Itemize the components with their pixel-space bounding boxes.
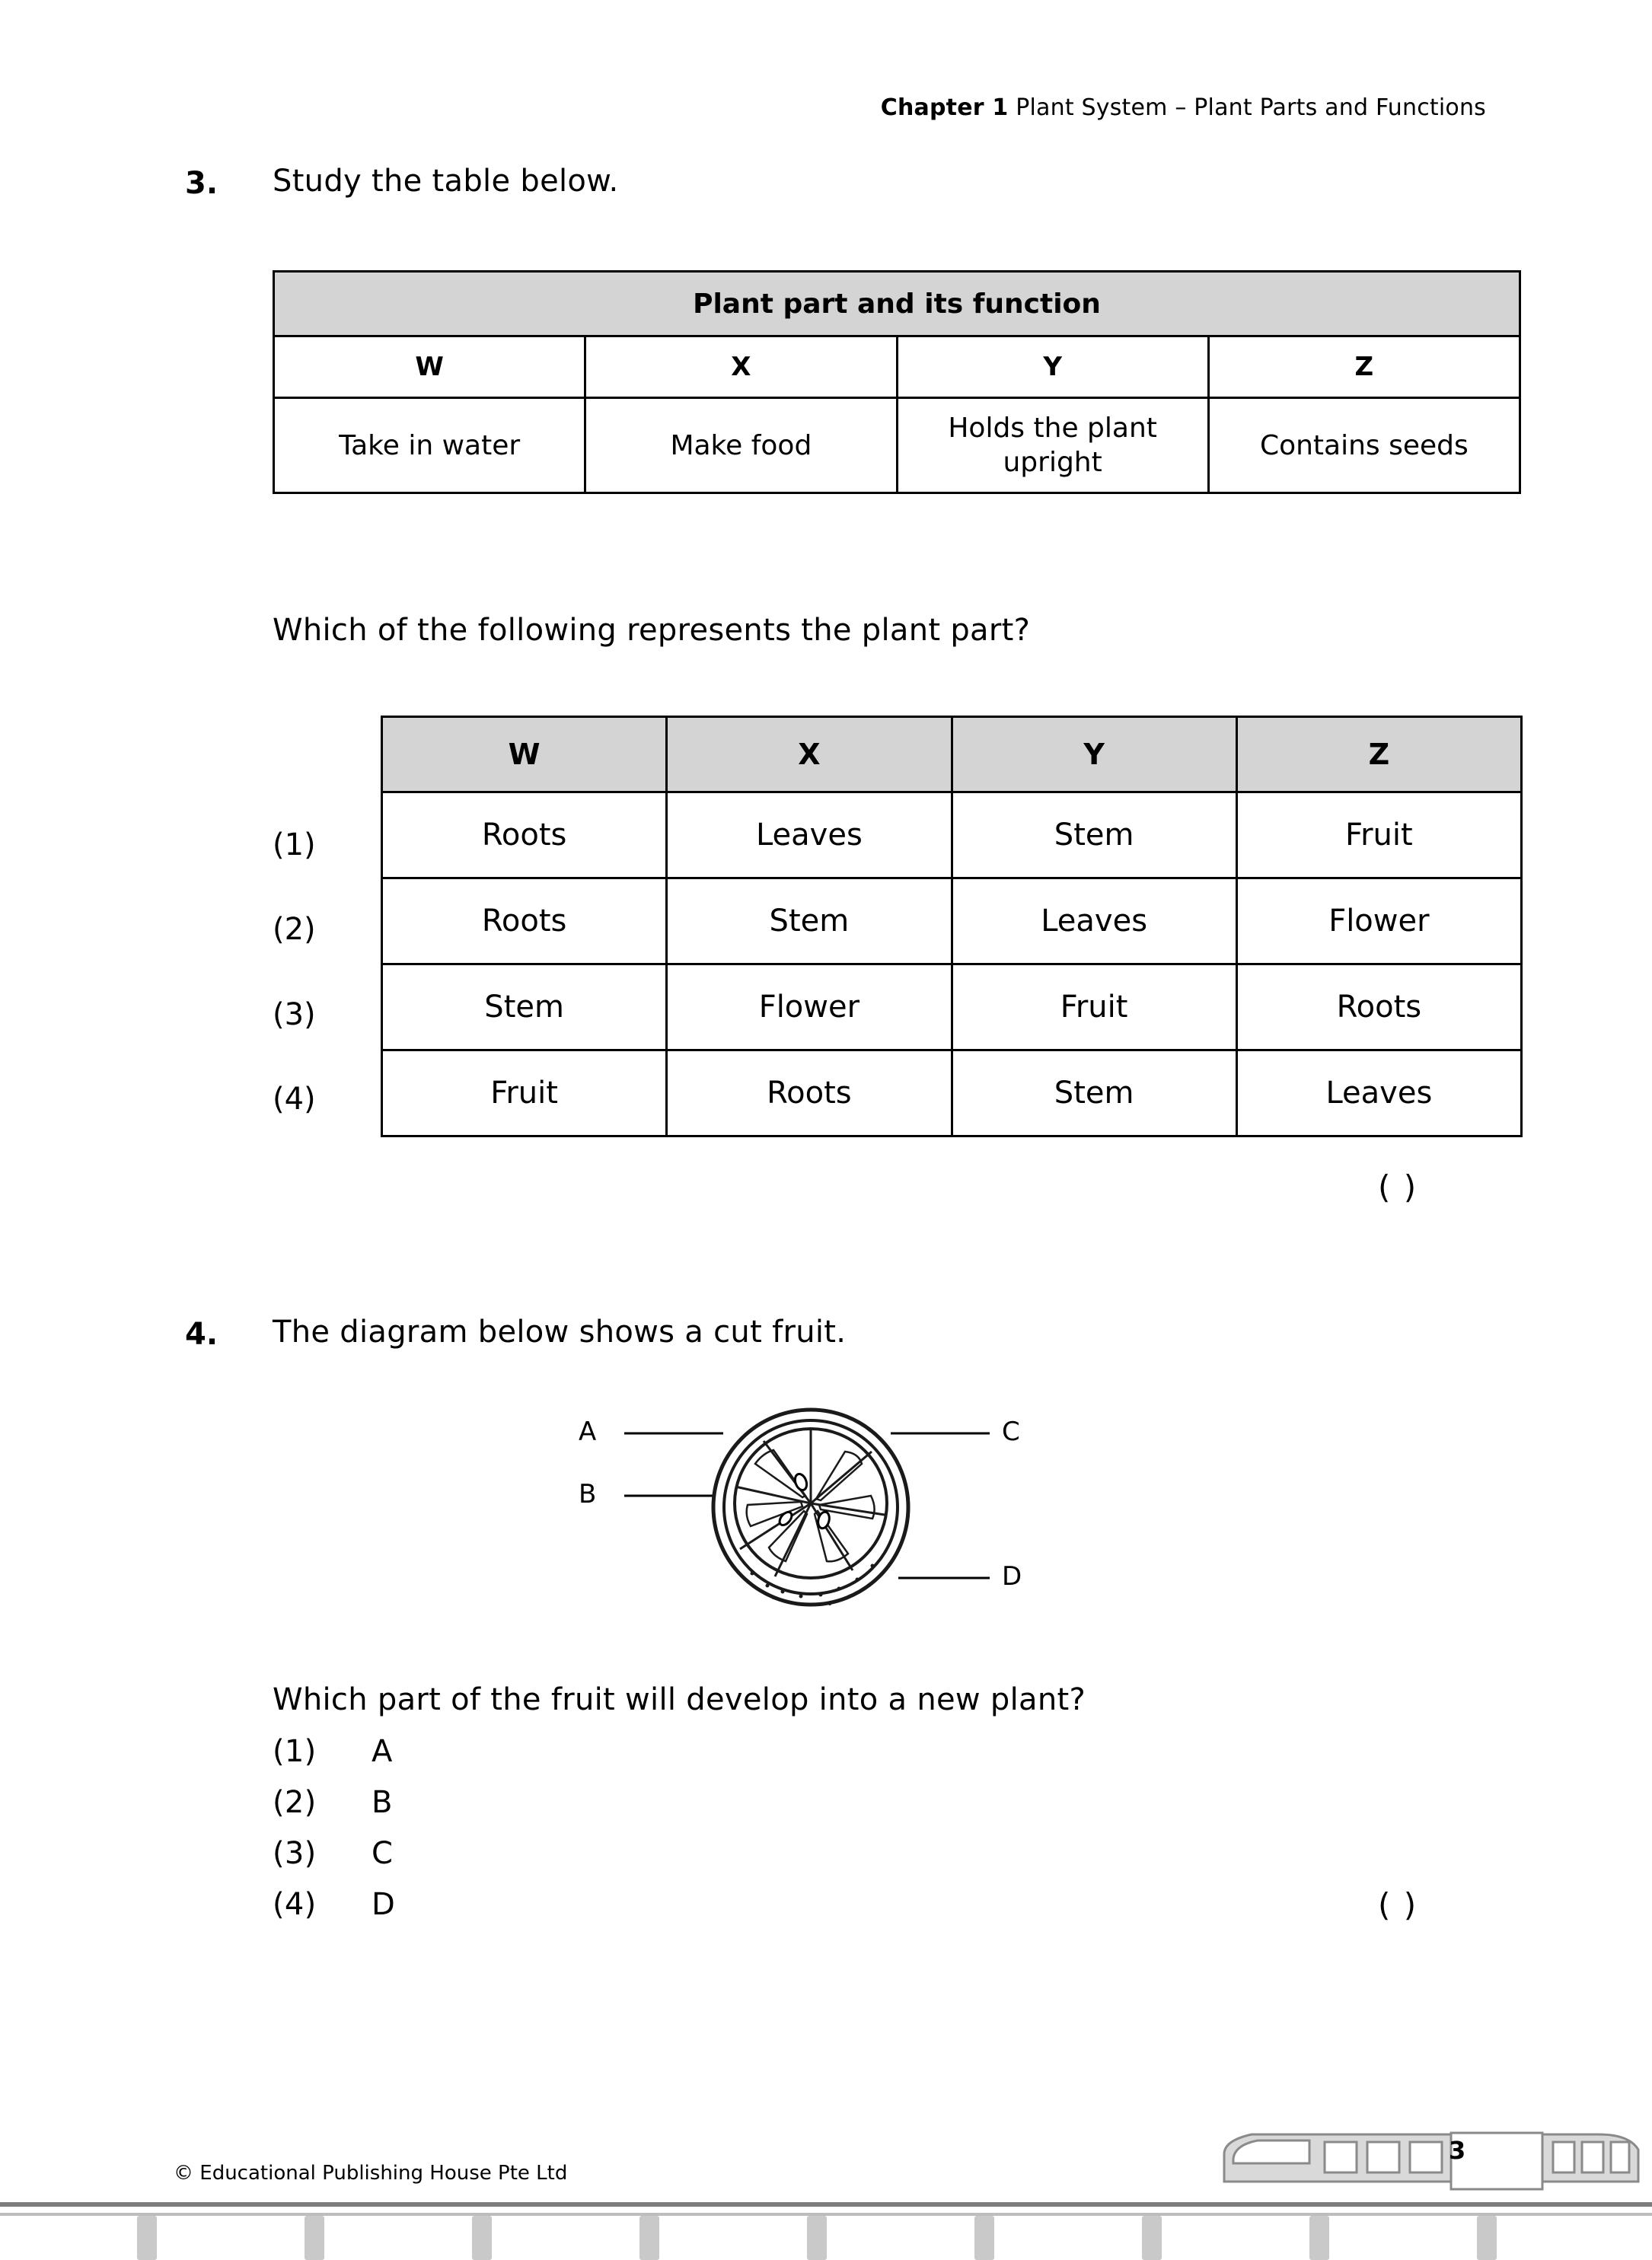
question-3-answer-bracket[interactable]: ( ) — [1378, 1168, 1418, 1206]
function-table-letter-z: Z — [1208, 336, 1520, 398]
option-2-cell-y: Leaves — [952, 878, 1236, 964]
question-4-answer-bracket[interactable]: ( ) — [1378, 1886, 1418, 1924]
question-4-stem: The diagram below shows a cut fruit. — [273, 1315, 847, 1350]
rail-post — [137, 2216, 157, 2260]
choice-1-key: (1) — [273, 1734, 317, 1769]
rail-post — [1142, 2216, 1162, 2260]
function-table-cell-y: Holds the plant upright — [897, 398, 1208, 493]
plant-function-table — [273, 270, 1521, 494]
question-4-prompt: Which part of the fruit will develop into a new plant? — [273, 1682, 1086, 1717]
diagram-label-b: B — [579, 1479, 597, 1509]
function-table-letter-w: W — [274, 336, 585, 398]
choice-1[interactable] — [273, 1734, 393, 1769]
choice-2-text: B — [372, 1785, 393, 1820]
option-3-cell-z: Roots — [1236, 964, 1521, 1050]
option-1-cell-w: Roots — [382, 792, 667, 878]
function-table-letter-x: X — [585, 336, 897, 398]
rail-post — [1477, 2216, 1497, 2260]
choice-4-key: (4) — [273, 1887, 317, 1922]
option-1-cell-x: Leaves — [667, 792, 952, 878]
train-decoration-icon — [1218, 2124, 1644, 2200]
rail-post — [472, 2216, 492, 2260]
page-header — [881, 94, 1486, 121]
question-3-prompt: Which of the following represents the plant part? — [273, 613, 1031, 648]
option-4-cell-w: Fruit — [382, 1050, 667, 1136]
option-4-cell-y: Stem — [952, 1050, 1236, 1136]
footer-rail — [0, 2202, 1652, 2207]
question-3-number: 3. — [185, 166, 218, 201]
choice-3-text: C — [372, 1836, 394, 1871]
option-label-2: (2) — [273, 912, 316, 947]
option-label-4: (4) — [273, 1082, 316, 1117]
function-table-cell-x: Make food — [585, 398, 897, 493]
choice-4[interactable] — [273, 1887, 395, 1922]
option-2-cell-x: Stem — [667, 878, 952, 964]
rail-post — [1309, 2216, 1329, 2260]
option-3-cell-x: Flower — [667, 964, 952, 1050]
options-header-x: X — [667, 717, 952, 792]
cut-fruit-diagram — [579, 1404, 1096, 1648]
question-3-stem: Study the table below. — [273, 164, 619, 199]
diagram-label-c: C — [1002, 1417, 1020, 1447]
option-label-3: (3) — [273, 997, 316, 1032]
choice-2-key: (2) — [273, 1785, 317, 1820]
option-1-cell-y: Stem — [952, 792, 1236, 878]
options-header-y: Y — [952, 717, 1236, 792]
copyright-text: © Educational Publishing House Pte Ltd — [174, 2162, 568, 2185]
options-header-z: Z — [1236, 717, 1521, 792]
diagram-label-d: D — [1002, 1561, 1022, 1592]
choice-2[interactable] — [273, 1785, 393, 1820]
function-table-cell-z: Contains seeds — [1208, 398, 1520, 493]
option-2-cell-w: Roots — [382, 878, 667, 964]
function-table-letter-y: Y — [897, 336, 1208, 398]
question-4-number: 4. — [185, 1317, 218, 1352]
options-header-w: W — [382, 717, 667, 792]
rail-post — [639, 2216, 659, 2260]
diagram-label-a: A — [579, 1417, 597, 1447]
table-row[interactable] — [382, 792, 1522, 878]
option-label-1: (1) — [273, 827, 316, 862]
option-1-cell-z: Fruit — [1236, 792, 1521, 878]
option-3-cell-w: Stem — [382, 964, 667, 1050]
table-row[interactable] — [382, 878, 1522, 964]
option-3-cell-y: Fruit — [952, 964, 1236, 1050]
page-number: 3 — [1449, 2136, 1466, 2165]
plant-options-table — [381, 716, 1523, 1137]
option-4-cell-z: Leaves — [1236, 1050, 1521, 1136]
choice-1-text: A — [372, 1734, 393, 1769]
rail-post — [974, 2216, 994, 2260]
rail-post — [807, 2216, 827, 2260]
choice-3-key: (3) — [273, 1836, 317, 1871]
choice-3[interactable] — [273, 1836, 393, 1871]
header-title: Plant System – Plant Parts and Functions — [1008, 94, 1486, 121]
option-2-cell-z: Flower — [1236, 878, 1521, 964]
function-table-title: Plant part and its function — [274, 272, 1520, 336]
footer-rail-shadow — [0, 2213, 1652, 2216]
function-table-cell-w: Take in water — [274, 398, 585, 493]
table-row[interactable] — [382, 964, 1522, 1050]
header-chapter: Chapter 1 — [880, 94, 1009, 121]
table-row[interactable] — [382, 1050, 1522, 1136]
option-4-cell-x: Roots — [667, 1050, 952, 1136]
choice-4-text: D — [372, 1887, 396, 1922]
rail-post — [305, 2216, 324, 2260]
